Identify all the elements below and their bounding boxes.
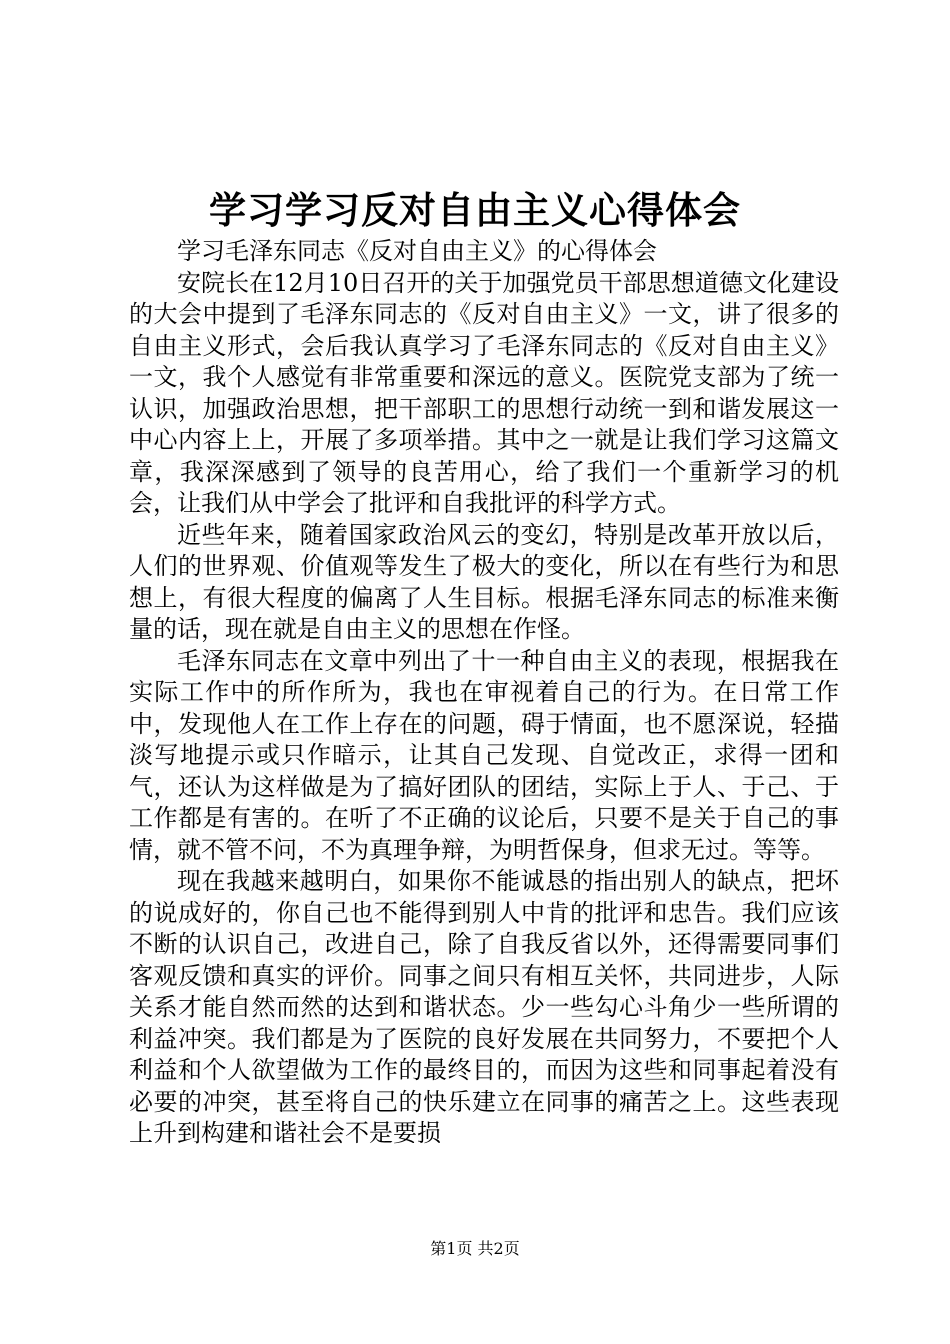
page-number-footer: 第1页 共2页: [430, 1239, 520, 1258]
paragraph-3: 毛泽东同志在文章中列出了十一种自由主义的表现，根据我在实际工作中的所作所为，我也在审视着自己的行为。在日常工作中，发现他人在工作上存在的问题，碍于情面，也不愿深说，轻描淡写地提示或只作暗示，让其自己发现、自觉改正，求得一团和气，还认为这样做是为了搞好团队的团结，实际上于人、于己、于工作都是有害的。在听了不正确的议论后，只要不是关于自己的事情，就不管不问，不为真理争辩，为明哲保身，但求无过。等等。: [129, 646, 839, 864]
paragraph-2: 近些年来，随着国家政治风云的变幻，特别是改革开放以后，人们的世界观、价值观等发生了极大的变化，所以在有些行为和思想上，有很大程度的偏离了人生目标。根据毛泽东同志的标准来衡量的话，现在就是自由主义的思想在作怪。: [129, 520, 839, 643]
paragraph-1: 安院长在12月10日召开的关于加强党员干部思想道德文化建设的大会中提到了毛泽东同志的《反对自由主义》一文，讲了很多的自由主义形式，会后我认真学习了毛泽东同志的《反对自由主义》一文，我个人感觉有非常重要和深远的意义。医院党支部为了统一认识，加强政治思想，把干部职工的思想行动统一到和谐发展这一中心内容上上，开展了多项举措。其中之一就是让我们学习这篇文章，我深深感到了领导的良苦用心，给了我们一个重新学习的机会，让我们从中学会了批评和自我批评的科学方式。: [129, 268, 839, 517]
document-subtitle: 学习毛泽东同志《反对自由主义》的心得体会: [177, 237, 657, 265]
document-body: [129, 236, 839, 1150]
paragraph-4: 现在我越来越明白，如果你不能诚恳的指出别人的缺点，把坏的说成好的，你自己也不能得到别人中肯的批评和忠告。我们应该不断的认识自己，改进自己，除了自我反省以外，还得需要同事们客观反馈和真实的评价。同事之间只有相互关怀，共同进步，人际关系才能自然而然的达到和谐状态。少一些勾心斗角少一些所谓的利益冲突。我们都是为了医院的良好发展在共同努力，不要把个人利益和个人欲望做为工作的最终目的，而因为这些和同事起着没有必要的冲突，甚至将自己的快乐建立在同事的痛苦之上。这些表现上升到构建和谐社会不是要损: [129, 867, 839, 1147]
document-title: 学习学习反对自由主义心得体会: [209, 188, 741, 232]
